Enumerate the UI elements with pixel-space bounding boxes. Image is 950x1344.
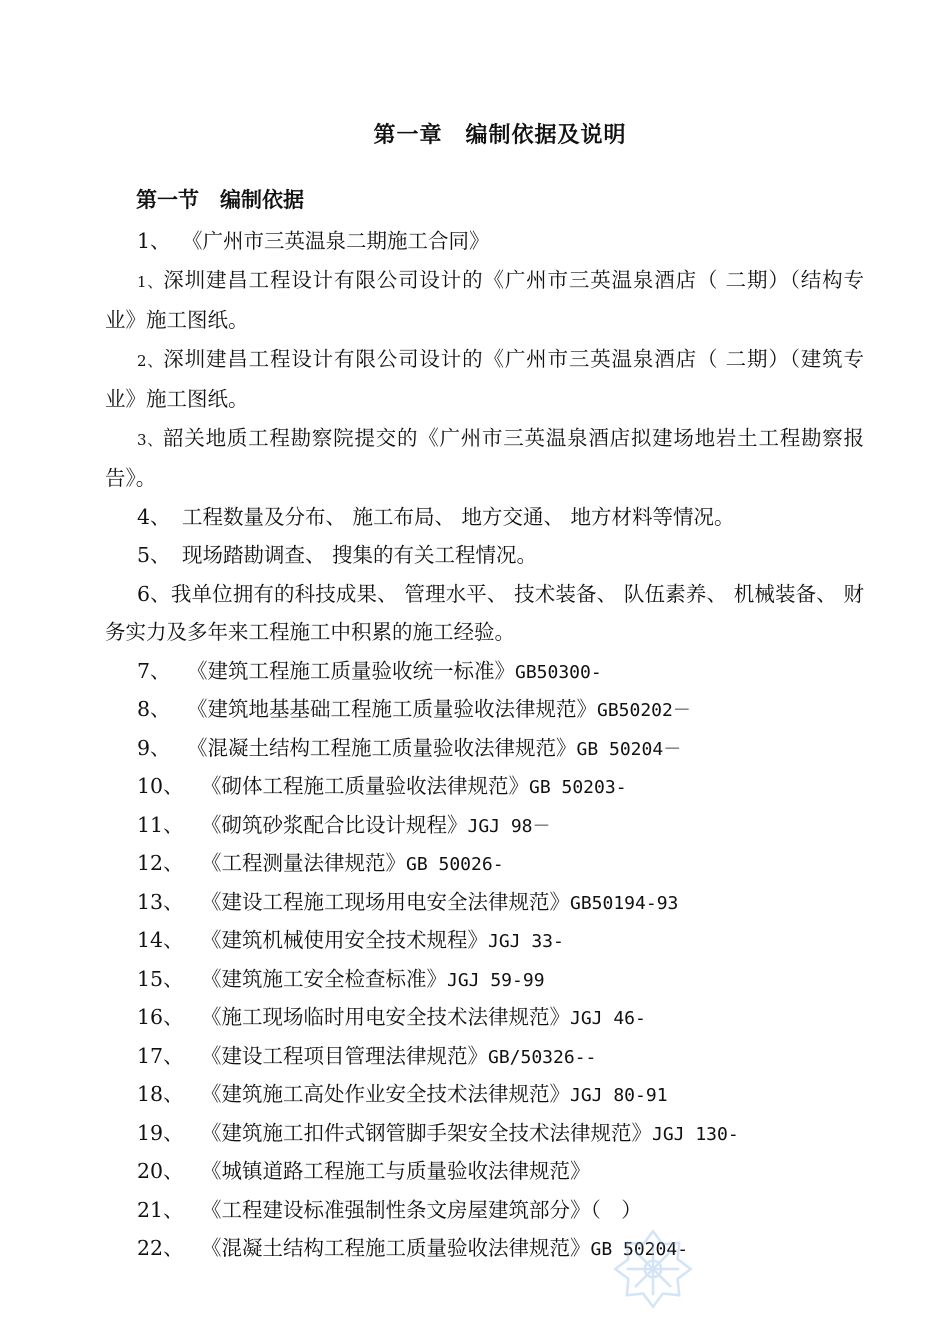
item-code: GB50202－ — [597, 700, 691, 721]
item-number: 9、 — [137, 735, 171, 760]
item-text: 现场踏勘调查、 搜集的有关工程情况。 — [182, 543, 538, 567]
list-item — [0, 960, 950, 999]
item-code: GB 50204－ — [576, 738, 682, 760]
item-text: 《广州市三英温泉二期施工合同》 — [182, 229, 490, 253]
list-item — [0, 1037, 950, 1076]
item-text: 深圳建昌工程设计有限公司设计的《广州市三英温泉酒店（ 二期）（建筑专业》施工图纸。 — [105, 346, 865, 411]
item-number: 5、 — [137, 543, 171, 567]
item-number: 15、 — [137, 966, 184, 991]
chapter-title: 第一章 编制依据及说明 — [373, 122, 627, 148]
item-number: 11、 — [137, 812, 184, 837]
item-number: 22、 — [137, 1236, 184, 1260]
list-item — [0, 1075, 950, 1114]
item-text: 《砌筑砂浆配合比设计规程》 — [201, 812, 468, 837]
item-number: 17、 — [137, 1043, 184, 1068]
item-code: JGJ 46- — [570, 1008, 646, 1029]
item-text: 《施工现场临时用电安全技术法律规范》 — [201, 1005, 570, 1029]
item-number: 21、 — [137, 1197, 184, 1222]
list-item — [0, 690, 950, 729]
item-code: GB50194-93 — [570, 892, 679, 914]
item-text: 工程数量及分布、 施工布局、 地方交通、 地方材料等情况。 — [182, 504, 735, 529]
basis-list — [0, 222, 950, 1268]
list-item — [0, 536, 950, 575]
list-item — [0, 652, 950, 691]
list-item — [0, 340, 950, 419]
list-item — [0, 729, 950, 768]
item-text: 《建筑施工扣件式钢管脚手架安全技术法律规范》 — [201, 1120, 652, 1145]
item-code: GB 50204- — [590, 1239, 689, 1260]
list-item — [0, 1152, 950, 1191]
item-text: 我单位拥有的科技成果、 管理水平、 技术装备、 队伍素养、 机械装备、 财务实力及多年来工程施工中积累的施工经验。 — [105, 581, 864, 644]
item-text: 《工程测量法律规范》 — [201, 851, 406, 875]
item-number: 1、 — [137, 229, 171, 253]
item-text: 《城镇道路工程施工与质量验收法律规范》 — [201, 1159, 591, 1183]
item-text: 《建筑施工高处作业安全技术法律规范》 — [201, 1082, 570, 1106]
list-item — [0, 921, 950, 960]
list-item — [0, 419, 950, 498]
item-number: 2、 — [137, 351, 164, 370]
section-title: 第一节 编制依据 — [136, 187, 304, 212]
item-code: GB 50203- — [529, 777, 627, 798]
item-number: 6、 — [137, 581, 171, 606]
item-text: 《建筑地基基础工程施工质量验收法律规范》 — [187, 697, 597, 721]
item-number: 8、 — [137, 697, 171, 721]
item-number: 1、 — [137, 272, 164, 291]
list-item — [0, 767, 950, 806]
item-code: JGJ 59-99 — [447, 969, 545, 991]
item-number: 20、 — [137, 1159, 184, 1183]
item-number: 12、 — [137, 851, 184, 875]
item-number: 7、 — [137, 658, 171, 683]
item-code: JGJ 98－ — [467, 815, 551, 837]
item-number: 10、 — [137, 774, 184, 798]
item-code: JGJ 80-91 — [570, 1085, 668, 1106]
item-number: 19、 — [137, 1120, 184, 1145]
item-code: JGJ 33- — [488, 931, 564, 952]
item-text: 《工程建设标准强制性条文房屋建筑部分》（ ） — [201, 1197, 642, 1222]
item-number: 18、 — [137, 1082, 184, 1106]
item-text: 《建设工程施工现场用电安全法律规范》 — [201, 889, 570, 914]
list-item — [0, 575, 950, 652]
item-code: JGJ 130- — [652, 1123, 739, 1145]
list-item — [0, 998, 950, 1037]
snowflake-logo-icon — [612, 1228, 694, 1310]
list-item — [0, 1229, 950, 1268]
list-item — [0, 844, 950, 883]
item-text: 《建设工程项目管理法律规范》 — [201, 1043, 488, 1068]
list-item — [0, 261, 950, 340]
item-text: 《建筑施工安全检查标准》 — [201, 966, 447, 991]
item-text: 《砌体工程施工质量验收法律规范》 — [201, 774, 529, 798]
list-item — [0, 1191, 950, 1230]
list-item — [0, 806, 950, 845]
item-number: 4、 — [137, 504, 171, 529]
item-text: 《混凝土结构工程施工质量验收法律规范》 — [201, 1236, 591, 1260]
item-code: GB 50026- — [406, 854, 504, 875]
item-text: 深圳建昌工程设计有限公司设计的《广州市三英温泉酒店（ 二期）（结构专业》施工图纸。 — [105, 267, 865, 332]
item-code: GB/50326-- — [488, 1046, 597, 1068]
item-code: GB50300- — [515, 661, 602, 683]
list-item — [0, 222, 950, 261]
item-text: 韶关地质工程勘察院提交的《广州市三英温泉酒店拟建场地岩土工程勘察报告》。 — [105, 425, 865, 490]
list-item — [0, 883, 950, 922]
item-number: 3、 — [137, 430, 164, 449]
item-number: 16、 — [137, 1005, 184, 1029]
list-item — [0, 498, 950, 537]
item-text: 《混凝土结构工程施工质量验收法律规范》 — [187, 735, 577, 760]
item-text: 《建筑工程施工质量验收统一标准》 — [187, 658, 515, 683]
item-text: 《建筑机械使用安全技术规程》 — [201, 928, 488, 952]
item-number: 14、 — [137, 928, 184, 952]
list-item — [0, 1114, 950, 1153]
item-number: 13、 — [137, 889, 184, 914]
